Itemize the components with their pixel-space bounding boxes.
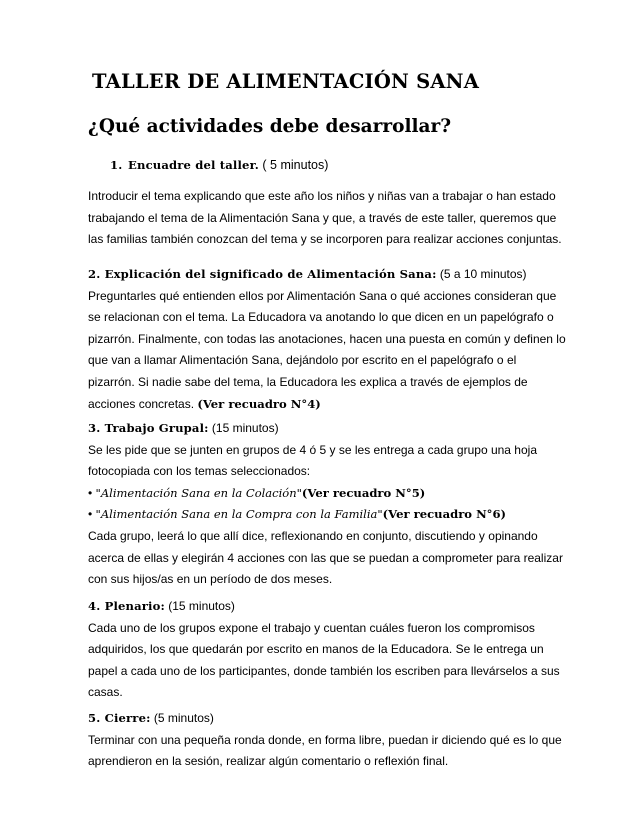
recuadro-4-reference: (Ver recuadro N°4) — [197, 396, 321, 411]
section-1-number: 1. — [110, 158, 123, 172]
section-2-last-line: acciones concretas. — [88, 396, 198, 411]
paragraph-line: que van a llamar Alimentación Sana, dejándolo por escrito en el papelógrafo o el — [88, 353, 517, 368]
paragraph-line: papel a cada uno de los participantes, donde también los escriben para llevárselos a sus — [88, 663, 560, 678]
section-3 — [88, 418, 563, 591]
section-1-heading-line — [110, 158, 328, 173]
paragraph-line: Introducir el tema explicando que este año los niños y niñas van a trabajar o han estado — [88, 189, 556, 203]
section-4 — [88, 596, 558, 704]
paragraph-line: fotocopiada con los temas seleccionados: — [88, 464, 311, 479]
recuadro-6-reference: (Ver recuadro N°6) — [382, 507, 507, 522]
paragraph-line: Preguntarles qué entienden ellos por Alimentación Sana o qué acciones consideran que — [88, 288, 557, 303]
paragraph-line: se relacionan con el tema. La Educadora va anotando lo que dicen en un papelógrafo o — [88, 310, 554, 325]
section-1-duration: ( 5 minutos) — [258, 158, 329, 172]
section-1-body — [88, 186, 562, 251]
bullet-item — [88, 483, 558, 505]
bullet-title: "Alimentación Sana en la Compra con la Familia" — [95, 507, 383, 522]
section-2 — [88, 264, 566, 415]
paragraph-line: Cada grupo, leerá lo que allí dice, reflexionando en conjunto, discutiendo y opinando — [88, 528, 538, 543]
section-4-heading-line — [88, 596, 558, 618]
paragraph-line: casas. — [88, 685, 123, 700]
paragraph-line: Se les pide que se junten en grupos de 4 ó 5 y se les entrega a cada grupo una hoja — [88, 442, 537, 457]
section-4-heading: 4. Plenario: — [88, 599, 165, 613]
paragraph-line: con sus hijos/as en un período de dos meses. — [88, 572, 333, 587]
paragraph-line: aprendieron en la sesión, realizar algún comentario o reflexión final. — [88, 754, 449, 769]
paragraph-line: trabajando el tema de la Alimentación Sana y que, a través de este taller, queremos que — [88, 210, 557, 225]
section-2-heading: 2. Explicación del significado de Alimentación Sana: — [88, 267, 437, 281]
recuadro-5-reference: (Ver recuadro N°5) — [301, 485, 426, 500]
section-3-heading-line — [88, 418, 558, 440]
paragraph-line: pizarrón. Finalmente, con todas las anotaciones, hacen una puesta en común y definen lo — [88, 331, 566, 346]
section-5 — [88, 708, 562, 773]
paragraph-line: adquiridos, los que quedarán por escrito en manos de la Educadora. Se le entrega un — [88, 642, 544, 657]
paragraph-line: Cada uno de los grupos expone el trabajo y cuentan cuáles fueron los compromisos — [88, 620, 535, 635]
bullet-item — [88, 504, 558, 526]
paragraph-line: Terminar con una pequeña ronda donde, en forma libre, puedan ir diciendo qué es lo que — [88, 732, 562, 747]
paragraph-line: acerca de ellas y elegirán 4 acciones con las que se puedan a comprometer para realizar — [88, 550, 563, 565]
section-2-duration: (5 a 10 minutos) — [436, 267, 527, 281]
section-5-duration: (5 minutos) — [150, 711, 214, 725]
section-4-duration: (15 minutos) — [164, 599, 235, 613]
document-title: TALLER DE ALIMENTACIÓN SANA — [92, 70, 480, 93]
section-5-heading: 5. Cierre: — [88, 711, 151, 725]
section-2-heading-line — [88, 264, 558, 286]
section-subtitle: ¿Qué actividades debe desarrollar? — [88, 116, 452, 137]
section-5-heading-line — [88, 708, 558, 730]
paragraph-line: pizarrón. Si nadie sabe del tema, la Educadora les explica a través de ejemplos de — [88, 374, 528, 389]
paragraph-line: las familias también conozcan del tema y se incorporen para realizar acciones conjuntas. — [88, 232, 562, 247]
section-3-duration: (15 minutos) — [208, 421, 279, 435]
section-3-heading: 3. Trabajo Grupal: — [88, 421, 209, 435]
bullet-mark: • — [88, 507, 93, 522]
bullet-mark: • — [88, 485, 93, 500]
bullet-title: "Alimentación Sana en la Colación" — [95, 485, 302, 500]
paragraph-line — [88, 394, 558, 416]
section-1-heading: Encuadre del taller. — [128, 158, 259, 172]
